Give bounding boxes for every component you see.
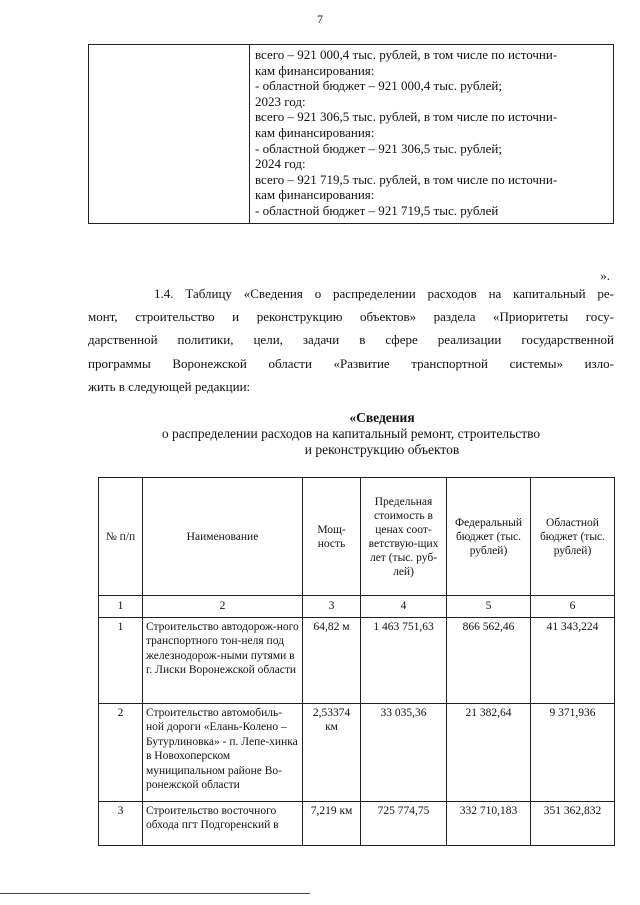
row-power: 64,82 м bbox=[303, 617, 361, 703]
header-power: Мощ-ность bbox=[303, 478, 361, 596]
row-federal: 21 382,64 bbox=[447, 703, 531, 801]
closing-quote: ». bbox=[600, 268, 610, 283]
header-cost: Предельная стоимость в ценах соот-ветствую-щих лет (тыс. руб-лей) bbox=[361, 478, 447, 596]
section-title-line: о распределении расходов на капитальный ремонт, строительство bbox=[161, 426, 541, 441]
funding-line: кам финансирования: bbox=[255, 62, 375, 78]
row-federal: 332 710,183 bbox=[447, 801, 531, 845]
header-regional: Областной бюджет (тыс. рублей) bbox=[531, 478, 615, 596]
paragraph-line: программы Воронежской области «Развитие транспортной системы» изло- bbox=[88, 355, 614, 371]
table-row bbox=[99, 801, 615, 845]
column-number: 3 bbox=[303, 596, 361, 618]
table-row bbox=[99, 703, 615, 801]
row-power: 2,53374 км bbox=[303, 703, 361, 801]
funding-line: - областной бюджет – 921 000,4 тыс. рублей; bbox=[255, 78, 502, 94]
footer-rule bbox=[0, 893, 310, 894]
funding-line: - областной бюджет – 921 306,5 тыс. рублей; bbox=[255, 140, 502, 156]
row-power: 7,219 км bbox=[303, 801, 361, 845]
row-federal: 866 562,46 bbox=[447, 617, 531, 703]
funding-line: 2023 год: bbox=[255, 93, 306, 109]
funding-line: всего – 921 000,4 тыс. рублей, в том числе по источни- bbox=[255, 47, 558, 62]
funding-text-cell bbox=[250, 45, 614, 224]
funding-continuation-table bbox=[88, 44, 614, 224]
row-cost: 33 035,36 bbox=[361, 703, 447, 801]
table-row bbox=[99, 617, 615, 703]
column-number: 2 bbox=[143, 596, 303, 618]
funding-line: кам финансирования: bbox=[255, 187, 375, 203]
column-number: 5 bbox=[447, 596, 531, 618]
column-numbers-row bbox=[99, 596, 615, 618]
header-name: Наименование bbox=[143, 478, 303, 596]
column-number: 6 bbox=[531, 596, 615, 618]
paragraph-line: дарственной политики, цели, задачи в сфере реализации государственной bbox=[88, 332, 614, 348]
row-num: 3 bbox=[99, 801, 143, 845]
row-num: 1 bbox=[99, 617, 143, 703]
funding-line: 2024 год: bbox=[255, 156, 306, 172]
row-regional: 351 362,832 bbox=[531, 801, 615, 845]
funding-line: - областной бюджет – 921 719,5 тыс. рублей bbox=[255, 202, 499, 218]
section-title-heading: «Сведения bbox=[349, 410, 415, 425]
column-number: 1 bbox=[99, 596, 143, 618]
row-cost: 1 463 751,63 bbox=[361, 617, 447, 703]
row-name: Строительство восточного обхода пгт Подгоренский в bbox=[143, 801, 303, 845]
expenses-table bbox=[98, 477, 615, 846]
row-regional: 9 371,936 bbox=[531, 703, 615, 801]
empty-left-cell bbox=[89, 45, 250, 224]
row-num: 2 bbox=[99, 703, 143, 801]
row-name: Строительство автодорож-ного транспортного тон-неля под железнодорож-ными путями в г. Лиски Воронежской области bbox=[143, 617, 303, 703]
column-number: 4 bbox=[361, 596, 447, 618]
funding-line: всего – 921 719,5 тыс. рублей, в том числе по источни- bbox=[255, 171, 558, 187]
paragraph-line: жить в следующей редакции: bbox=[88, 378, 251, 394]
page-number: 7 bbox=[317, 12, 323, 26]
header-federal: Федеральный бюджет (тыс. рублей) bbox=[447, 478, 531, 596]
funding-line: кам финансирования: bbox=[255, 124, 375, 140]
funding-line: всего – 921 306,5 тыс. рублей, в том числе по источни- bbox=[255, 109, 558, 125]
row-name: Строительство автомобиль-ной дороги «Елань-Колено – Бутурлиновка» - п. Лепе-хинка в Новохоперском муниципальном районе Во-ронежской области bbox=[143, 703, 303, 801]
row-cost: 725 774,75 bbox=[361, 801, 447, 845]
row-regional: 41 343,224 bbox=[531, 617, 615, 703]
paragraph-line: монт, строительство и реконструкцию объектов» раздела «Приоритеты госу- bbox=[88, 309, 614, 325]
header-num: № п/п bbox=[99, 478, 143, 596]
section-title bbox=[88, 410, 614, 458]
paragraph-line: 1.4. Таблицу «Сведения о распределении расходов на капитальный ре- bbox=[154, 286, 614, 301]
amendment-paragraph bbox=[88, 282, 614, 398]
section-title-line: и реконструкцию объектов bbox=[304, 442, 460, 457]
